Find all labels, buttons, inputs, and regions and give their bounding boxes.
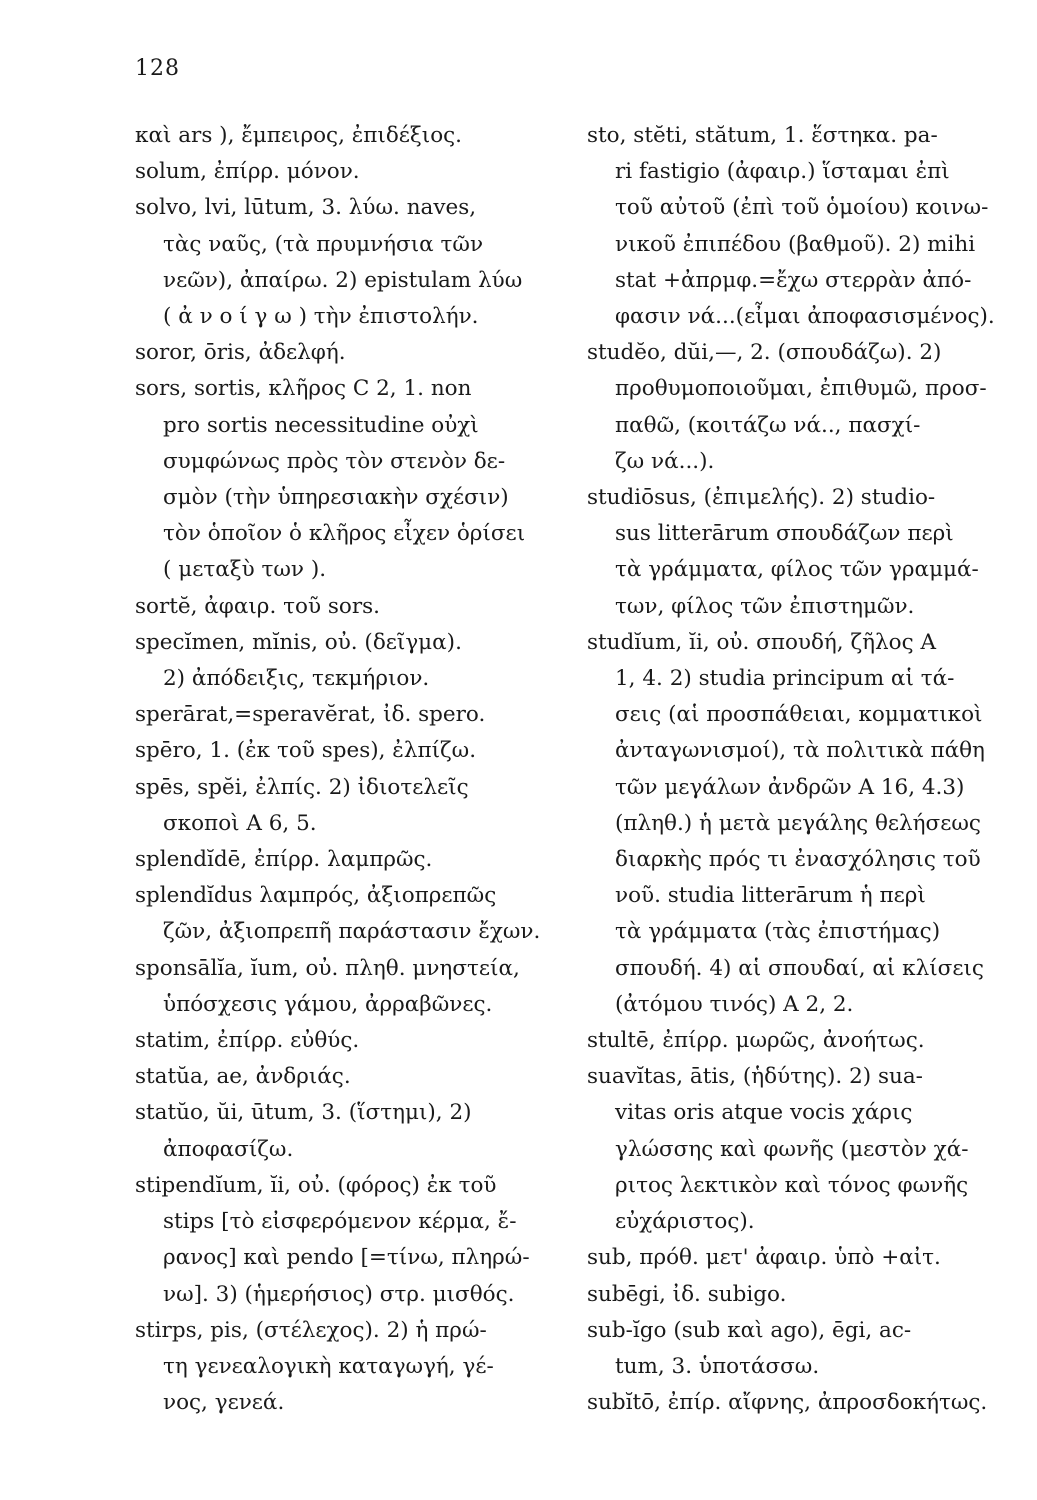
dictionary-line: των, φίλος τῶν ἐπιστημῶν. bbox=[615, 593, 915, 619]
dictionary-line: subĭtō, ἐπίρ. αἴφνης, ἀπροσδοκήτως. bbox=[587, 1390, 988, 1416]
dictionary-line: σπουδή. 4) αἱ σπουδαί, αἱ κλίσεις bbox=[615, 955, 984, 981]
dictionary-line: solum, ἐπίρρ. μόνον. bbox=[135, 159, 360, 185]
dictionary-line: pro sortis necessitudine οὐχὶ bbox=[163, 412, 479, 438]
dictionary-line: νεῶν), ἀπαίρω. 2) epistulam λύω bbox=[163, 267, 523, 293]
dictionary-line: ζω νά...). bbox=[615, 448, 715, 474]
dictionary-line: τὰ γράμματα (τὰς ἐπιστήμας) bbox=[615, 919, 941, 945]
dictionary-line: sors, sortis, κλῆρος C 2, 1. non bbox=[135, 376, 472, 402]
dictionary-line: 1, 4. 2) studia principum αἱ τά- bbox=[615, 666, 955, 692]
dictionary-line: 2) ἀπόδειξις, τεκμήριον. bbox=[163, 666, 430, 692]
dictionary-line: ἀποφασίζω. bbox=[163, 1136, 294, 1162]
dictionary-line: (πληθ.) ἡ μετὰ μεγάλης θελήσεως bbox=[615, 810, 981, 836]
dictionary-line: φασιν νά...(εἶμαι ἀποφασισμένος). bbox=[615, 304, 995, 330]
dictionary-line: sponsālĭa, ĭum, οὐ. πληθ. μνηστεία, bbox=[135, 955, 520, 981]
dictionary-line: σμὸν (τὴν ὑπηρεσιακὴν σχέσιν) bbox=[163, 485, 509, 511]
dictionary-line: διαρκὴς πρός τι ἐνασχόλησις τοῦ bbox=[615, 847, 981, 873]
dictionary-line: σκοποὶ A 6, 5. bbox=[163, 810, 317, 836]
dictionary-line: spēro, 1. (ἐκ τοῦ spes), ἐλπίζω. bbox=[135, 738, 477, 764]
dictionary-line: statim, ἐπίρρ. εὐθύς. bbox=[135, 1028, 360, 1054]
dictionary-line: τη γενεαλογικὴ καταγωγή, γέ- bbox=[163, 1353, 494, 1379]
dictionary-line: ζῶν, ἀξιοπρεπῆ παράστασιν ἔχων. bbox=[163, 919, 541, 945]
dictionary-line: studĕo, dŭi,—, 2. (σπουδάζω). 2) bbox=[587, 340, 942, 366]
dictionary-line: νικοῦ ἐπιπέδου (βαθμοῦ). 2) mihi bbox=[615, 231, 976, 257]
dictionary-line: τὸν ὁποῖον ὁ κλῆρος εἶχεν ὁρίσει bbox=[163, 521, 526, 547]
dictionary-line: ριτος λεκτικὸν καὶ τόνος φωνῆς bbox=[615, 1172, 969, 1198]
dictionary-line: stat +ἀπρμφ.=ἔχω στερρὰν ἀπό- bbox=[615, 267, 972, 293]
dictionary-line: stips [τὸ εἰσφερόμενον κέρμα, ἔ- bbox=[163, 1209, 517, 1235]
dictionary-line: specĭmen, mĭnis, οὐ. (δεῖγμα). bbox=[135, 629, 462, 655]
dictionary-line: splendĭdus λαμπρός, ἀξιοπρεπῶς bbox=[135, 883, 497, 909]
dictionary-line: vitas oris atque vocis χάρις bbox=[615, 1100, 913, 1126]
dictionary-line: statŭa, ae, ἀνδριάς. bbox=[135, 1064, 351, 1090]
dictionary-line: γλώσσης καὶ φωνῆς (μεστὸν χά- bbox=[615, 1136, 969, 1162]
dictionary-line: εὐχάριστος). bbox=[615, 1209, 755, 1235]
dictionary-line: νοῦ. studia litterārum ἡ περὶ bbox=[615, 883, 926, 909]
dictionary-line: suavĭtas, ātis, (ἡδύτης). 2) sua- bbox=[587, 1064, 923, 1090]
dictionary-line: ρανος] καὶ pendo [=τίνω, πληρώ- bbox=[163, 1245, 530, 1271]
right-column bbox=[587, 118, 1017, 1421]
dictionary-line: ( μεταξὺ των ). bbox=[163, 557, 327, 583]
dictionary-line: προθυμοποιοῦμαι, ἐπιθυμῶ, προσ- bbox=[615, 376, 987, 402]
dictionary-line: sperārat,=speravĕrat, ἰδ. spero. bbox=[135, 702, 486, 728]
dictionary-line: παθῶ, (κοιτάζω νά.., πασχί- bbox=[615, 412, 921, 438]
dictionary-line: studĭum, ĭi, οὐ. σπουδή, ζῆλος A bbox=[587, 629, 936, 655]
dictionary-line: sus litterārum σπουδάζων περὶ bbox=[615, 521, 954, 547]
dictionary-line: καὶ ars ), ἔμπειρος, ἐπιδέξιος. bbox=[135, 123, 463, 148]
dictionary-line: τοῦ αὐτοῦ (ἐπὶ τοῦ ὁμοίου) κοινω- bbox=[615, 195, 989, 221]
dictionary-line: νω]. 3) (ἡμερήσιος) στρ. μισθός. bbox=[163, 1281, 515, 1307]
dictionary-line: studiōsus, (ἐπιμελής). 2) studio- bbox=[587, 485, 936, 511]
dictionary-line: νος, γενεά. bbox=[163, 1390, 285, 1416]
dictionary-line: stipendĭum, ĭi, οὐ. (φόρος) ἐκ τοῦ bbox=[135, 1172, 497, 1198]
dictionary-line: statŭo, ŭi, ūtum, 3. (ἵστημι), 2) bbox=[135, 1100, 472, 1126]
dictionary-line: tum, 3. ὑποτάσσω. bbox=[615, 1353, 820, 1379]
dictionary-line: splendĭdē, ἐπίρρ. λαμπρῶς. bbox=[135, 847, 433, 873]
dictionary-line: ri fastigio (ἀφαιρ.) ἵσταμαι ἐπὶ bbox=[615, 159, 950, 185]
dictionary-line: (ἀτόμου τινός) A 2, 2. bbox=[615, 991, 854, 1017]
dictionary-line: τῶν μεγάλων ἀνδρῶν A 16, 4.3) bbox=[615, 774, 965, 800]
left-column bbox=[135, 118, 565, 1421]
dictionary-line: τὰς ναῦς, (τὰ πρυμνήσια τῶν bbox=[163, 231, 484, 257]
dictionary-line: sto, stĕti, stătum, 1. ἕστηκα. pa- bbox=[587, 123, 938, 148]
dictionary-line: subēgi, ἰδ. subigo. bbox=[587, 1281, 787, 1307]
dictionary-line: ( ἀ ν ο ί γ ω ) τὴν ἐπιστολήν. bbox=[163, 304, 479, 330]
dictionary-line: sub, πρόθ. μετ' ἀφαιρ. ὑπὸ +αἰτ. bbox=[587, 1245, 941, 1271]
dictionary-line: sub-ĭgo (sub καὶ ago), ēgi, ac- bbox=[587, 1317, 912, 1343]
dictionary-line: σεις (αἱ προσπάθειαι, κομματικοὶ bbox=[615, 702, 983, 728]
dictionary-line: ἀνταγωνισμοί), τὰ πολιτικὰ πάθη bbox=[615, 738, 985, 764]
dictionary-line: solvo, lvi, lūtum, 3. λύω. naves, bbox=[135, 195, 477, 221]
dictionary-line: soror, ōris, ἀδελφή. bbox=[135, 340, 346, 366]
dictionary-line: stultē, ἐπίρρ. μωρῶς, ἀνοήτως. bbox=[587, 1028, 925, 1054]
dictionary-line: συμφώνως πρὸς τὸν στενὸν δε- bbox=[163, 448, 506, 474]
dictionary-line: sortĕ, ἀφαιρ. τοῦ sors. bbox=[135, 593, 380, 619]
page-number: 128 bbox=[135, 56, 180, 81]
dictionary-line: τὰ γράμματα, φίλος τῶν γραμμά- bbox=[615, 557, 979, 583]
dictionary-line: spēs, spĕi, ἐλπίς. 2) ἰδιοτελεῖς bbox=[135, 774, 469, 800]
dictionary-line: stirps, pis, (στέλεχος). 2) ἡ πρώ- bbox=[135, 1317, 487, 1343]
dictionary-line: ὑπόσχεσις γάμου, ἀρραβῶνες. bbox=[163, 991, 493, 1017]
